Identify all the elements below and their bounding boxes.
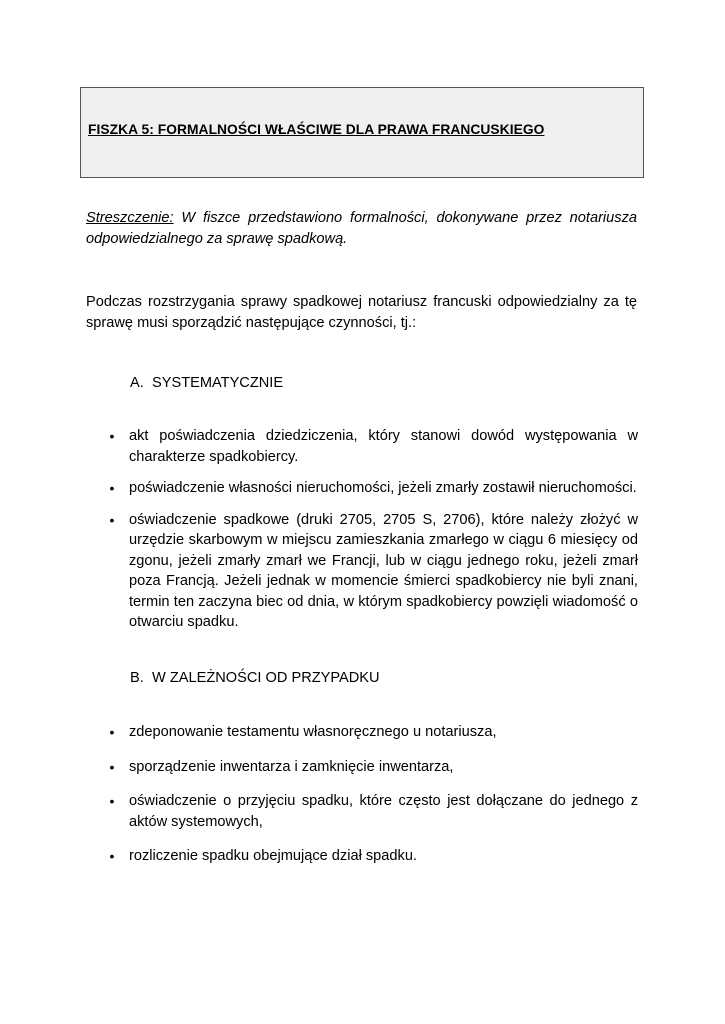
section-b-list: [106, 722, 638, 867]
list-item: [106, 510, 638, 633]
summary-paragraph: [86, 208, 637, 250]
bullet-icon: •: [109, 724, 115, 740]
list-item: [106, 478, 638, 499]
summary-text: W fiszce przedstawiono formalności, dokonywane przez notariusza odpowiedzialnego za sprawę spadkową.: [86, 210, 637, 247]
list-item: [106, 722, 638, 743]
list-item-text: oświadczenie o przyjęciu spadku, które często jest dołączane do jednego z aktów systemowych,: [129, 793, 638, 830]
list-item-text: zdeponowanie testamentu własnoręcznego u notariusza,: [129, 724, 497, 740]
bullet-icon: •: [109, 793, 115, 809]
list-item: [106, 426, 638, 467]
bullet-icon: •: [109, 848, 115, 864]
section-b-title: W ZALEŻNOŚCI OD PRZYPADKU: [152, 670, 380, 686]
list-item: [106, 846, 638, 867]
list-item-text: rozliczenie spadku obejmujące dział spadku.: [129, 848, 417, 864]
list-item-text: poświadczenie własności nieruchomości, jeżeli zmarły zostawił nieruchomości.: [129, 480, 637, 496]
section-b-heading: [130, 670, 380, 686]
section-a-letter: A.: [130, 375, 144, 391]
summary-label: Streszczenie:: [86, 210, 174, 226]
intro-paragraph: Podczas rozstrzygania sprawy spadkowej notariusz francuski odpowiedzialny za tę sprawę musi sporządzić następujące czynności, tj.:: [86, 294, 637, 331]
section-a-list: [106, 426, 638, 633]
list-item-text: sporządzenie inwentarza i zamknięcie inwentarza,: [129, 758, 454, 775]
list-item: [106, 791, 638, 832]
bullet-icon: •: [109, 511, 115, 528]
bullet-icon: •: [109, 480, 115, 496]
section-a-heading: [130, 375, 283, 391]
list-item: [106, 757, 638, 778]
bullet-icon: •: [109, 758, 115, 775]
list-item-text: oświadczenie spadkowe (druki 2705, 2705 S, 2706), które należy złożyć w urzędzie skarbowym w miejscu zamieszkania zmarłego w ciągu 6 miesięcy od zgonu, jeżeli zmarły zmarł we Francji, lub w ciągu jednego roku, jeżeli zmarł poza Francją. Jeżeli jednak w momencie śmierci spadkobiercy nie byli znani, termin ten zaczyna biec od dnia, w którym spadkobiercy powzięli wiadomość o otwarciu spadku.: [129, 511, 638, 630]
document-title: FISZKA 5: FORMALNOŚCI WŁAŚCIWE DLA PRAWA FRANCUSKIEGO: [88, 122, 545, 137]
section-a-title: SYSTEMATYCZNIE: [152, 375, 284, 391]
section-b-letter: B.: [130, 670, 144, 686]
bullet-icon: •: [109, 428, 115, 444]
list-item-text: akt poświadczenia dziedziczenia, który stanowi dowód występowania w charakterze spadkobiercy.: [129, 428, 638, 465]
title-box: [80, 87, 644, 178]
